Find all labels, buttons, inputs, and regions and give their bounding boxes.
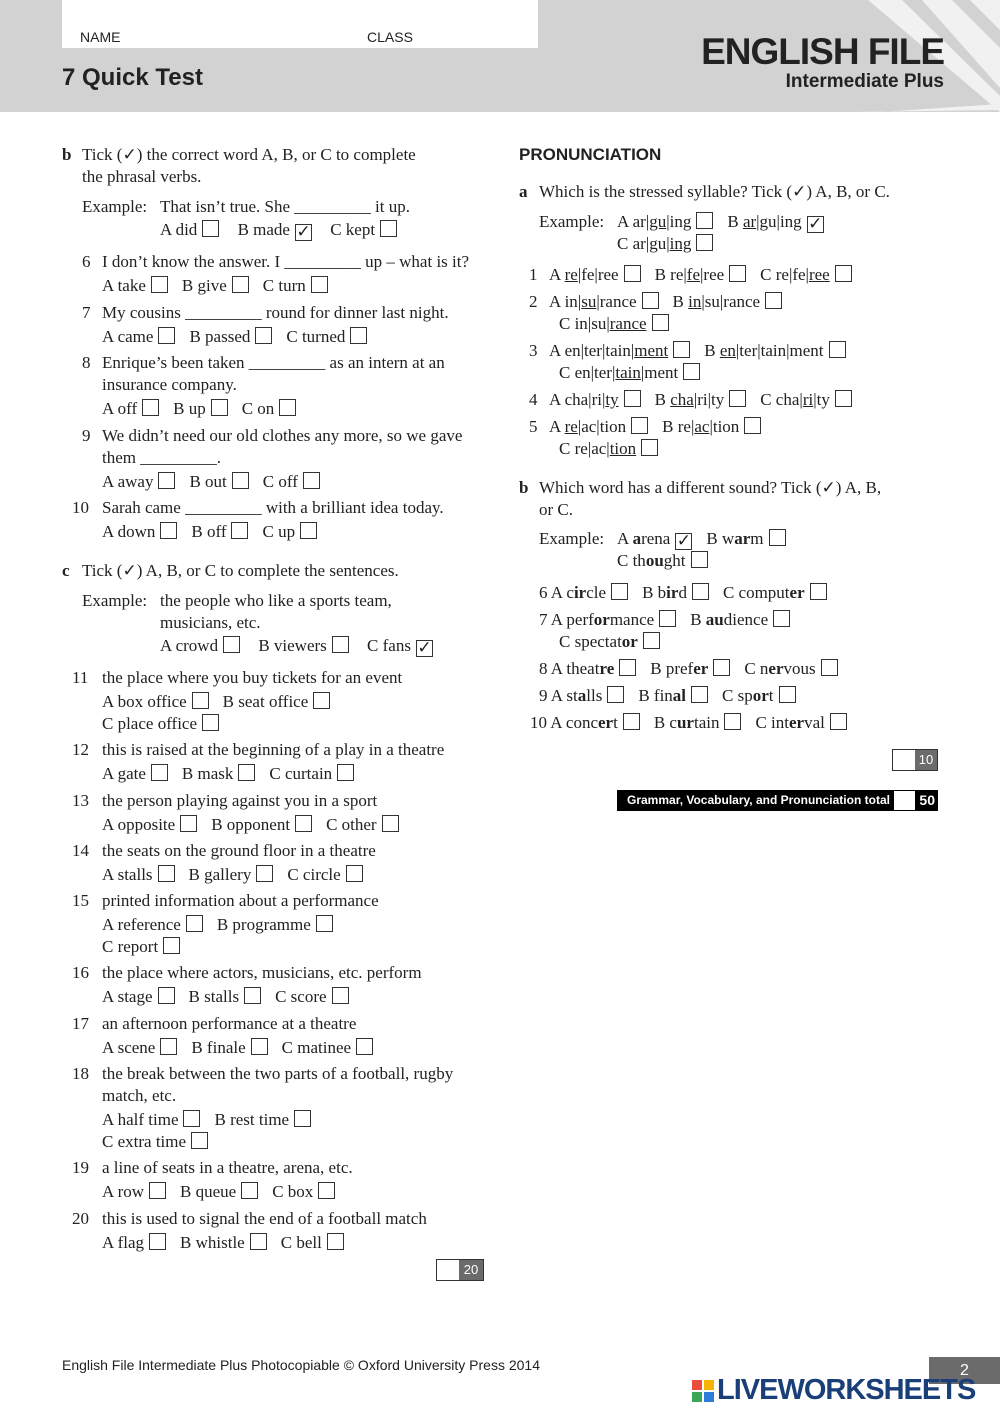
pron-b-instruction: Which word has a different sound? Tick (✓) A, B, <box>539 478 882 497</box>
total-bar <box>617 790 938 811</box>
example-label: Example: <box>539 212 605 231</box>
pron-question-6: 6 A circle B bird C computer <box>539 582 841 604</box>
checkbox[interactable] <box>160 1038 177 1055</box>
question-text-2: match, etc. <box>102 1086 177 1105</box>
question-text: this is raised at the beginning of a play in a theatre <box>102 740 445 759</box>
checkbox[interactable] <box>631 417 648 434</box>
option-label: C up <box>262 522 296 541</box>
pron-example-options: A ar|gu|ing B ar|gu|ing ✓ <box>617 212 823 233</box>
option-label: C box <box>272 1182 314 1201</box>
checkbox[interactable] <box>350 327 367 344</box>
option-label: C on <box>241 399 275 418</box>
options-row <box>102 864 377 886</box>
checkbox[interactable] <box>380 220 397 237</box>
pron-b-example-option-c: C thought <box>617 550 722 572</box>
option-label: B gallery <box>188 865 252 884</box>
options-row <box>102 986 363 1008</box>
class-label: CLASS <box>367 29 413 45</box>
test-title: 7 Quick Test <box>62 64 203 91</box>
checkbox[interactable] <box>202 220 219 237</box>
question-text: the place where actors, musicians, etc. perform <box>102 963 422 982</box>
option-label: A came <box>102 327 154 346</box>
option-label: B passed <box>189 327 251 346</box>
options-row <box>102 713 233 735</box>
checkbox[interactable] <box>624 265 641 282</box>
option-label: B stalls <box>188 987 240 1006</box>
options-row <box>102 914 347 936</box>
pron-b-instruction-2: or C. <box>539 500 573 519</box>
option-label: C curtain <box>269 764 333 783</box>
checkbox[interactable] <box>202 714 219 731</box>
option-label: A down <box>102 522 156 541</box>
pron-question-9: 9 A stalls B final C sport <box>539 685 810 707</box>
option-label: A gate <box>102 764 146 783</box>
question-text: them _________. <box>102 448 221 467</box>
brand-title: ENGLISH FILE <box>701 31 944 72</box>
option-label: B off <box>191 522 227 541</box>
option-label: A take <box>102 276 146 295</box>
pron-question-2: 2 A in|su|rance B in|su|rance <box>539 291 796 313</box>
section-b-instruction-2: the phrasal verbs. <box>82 167 202 186</box>
example-text: the people who like a sports team, <box>160 591 392 610</box>
question-text: We didn’t need our old clothes any more, so we gave <box>102 426 463 445</box>
footer-brand: English File Intermediate Plus <box>62 1357 248 1373</box>
checkbox[interactable] <box>232 472 249 489</box>
checkbox[interactable] <box>192 692 209 709</box>
checkbox[interactable] <box>765 292 782 309</box>
question-text: I don’t know the answer. I _________ up – what is it? <box>102 252 470 271</box>
option-label: C place office <box>102 714 198 733</box>
question-number: 20 <box>72 1209 89 1228</box>
checkbox[interactable] <box>232 276 249 293</box>
score-box-20 <box>436 1259 484 1281</box>
pron-question-7: 7 A performance B audience <box>539 609 804 631</box>
example-label: Example: <box>82 197 148 216</box>
question-number: 16 <box>72 963 89 982</box>
checkbox[interactable] <box>611 583 628 600</box>
question-text: the seats on the ground floor in a theatre <box>102 841 376 860</box>
checkbox[interactable] <box>623 713 640 730</box>
checkbox[interactable] <box>835 390 852 407</box>
option-label: A stage <box>102 987 153 1006</box>
checkbox[interactable] <box>696 212 713 229</box>
option-label: B finale <box>191 1038 246 1057</box>
checkbox[interactable] <box>158 327 175 344</box>
option-label: B queue <box>180 1182 237 1201</box>
checkbox[interactable] <box>186 915 203 932</box>
checkbox[interactable] <box>244 987 261 1004</box>
checkbox[interactable] <box>624 390 641 407</box>
option-label: C turn <box>262 276 306 295</box>
checkbox[interactable] <box>163 937 180 954</box>
question-text: My cousins _________ round for dinner last night. <box>102 303 449 322</box>
checkbox[interactable] <box>151 764 168 781</box>
pron-b-example-options: A arena ✓ B warm <box>617 528 800 550</box>
options-row <box>102 763 368 785</box>
checkbox[interactable] <box>160 522 177 539</box>
checkbox-ticked[interactable]: ✓ <box>808 214 823 233</box>
question-number: 14 <box>72 841 89 860</box>
option-label: C report <box>102 937 159 956</box>
options-row <box>102 936 194 958</box>
option-label: B mask <box>181 764 234 783</box>
question-text: the place where you buy tickets for an event <box>102 668 403 687</box>
checkbox[interactable] <box>830 713 847 730</box>
section-b-instruction: Tick (✓) the correct word A, B, or C to complete <box>82 145 416 164</box>
checkbox[interactable] <box>318 1182 335 1199</box>
checkbox[interactable] <box>183 1110 200 1127</box>
pron-question-3-c: C en|ter|tain|ment <box>559 362 714 384</box>
option-label: B up <box>173 399 206 418</box>
checkbox[interactable] <box>641 439 658 456</box>
checkbox[interactable] <box>729 265 746 282</box>
checkbox-ticked[interactable]: ✓ <box>296 222 311 241</box>
pron-question-8: 8 A theatre B prefer C nervous <box>539 658 852 680</box>
pron-question-4: 4 A cha|ri|ty B cha|ri|ty C cha|ri|ty <box>539 389 866 411</box>
score-max: 20 <box>459 1260 483 1280</box>
option-label: C turned <box>286 327 346 346</box>
checkbox[interactable] <box>279 399 296 416</box>
checkbox[interactable] <box>158 865 175 882</box>
pron-a-instruction: Which is the stressed syllable? Tick (✓) A, B, or C. <box>539 182 890 201</box>
question-number: 19 <box>72 1158 89 1177</box>
option-label: B made <box>237 220 290 239</box>
score-max: 10 <box>915 750 937 770</box>
options-row <box>102 275 342 297</box>
option-label: C bell <box>280 1233 322 1252</box>
question-text: Sarah came _________ with a brilliant idea today. <box>102 498 444 517</box>
example-options <box>160 219 411 241</box>
checkbox[interactable] <box>250 1233 267 1250</box>
question-number: 6 <box>82 252 91 271</box>
pron-question-2-c: C in|su|rance <box>559 313 683 335</box>
option-label: C matinee <box>281 1038 352 1057</box>
question-number: 18 <box>72 1064 89 1083</box>
option-label: B give <box>181 276 227 295</box>
checkbox[interactable] <box>251 1038 268 1055</box>
options-row <box>102 1232 358 1254</box>
page-header <box>0 0 1000 112</box>
checkbox[interactable] <box>724 713 741 730</box>
question-text: Enrique’s been taken _________ as an intern at an <box>102 353 445 372</box>
pron-question-10: 10 A concert B curtain C interval <box>530 712 861 734</box>
footer-rights: Photocopiable © Oxford University Press 2014 <box>247 1357 540 1373</box>
option-label: A half time <box>102 1110 179 1129</box>
option-label: B out <box>189 472 227 491</box>
checkbox[interactable] <box>295 815 312 832</box>
checkbox[interactable] <box>810 583 827 600</box>
option-label: B whistle <box>180 1233 245 1252</box>
section-b-label: b <box>62 145 72 164</box>
checkbox[interactable] <box>643 632 660 649</box>
options-row <box>102 814 413 836</box>
option-label: B viewers <box>258 636 327 655</box>
score-box-10 <box>892 749 938 771</box>
option-label: A crowd <box>160 636 219 655</box>
checkbox[interactable] <box>691 551 708 568</box>
checkbox[interactable] <box>713 659 730 676</box>
score-input[interactable] <box>437 1260 459 1280</box>
example-sentence: That isn’t true. She _________ it up. <box>160 197 410 216</box>
checkbox[interactable] <box>316 915 333 932</box>
total-max: 50 <box>919 792 935 808</box>
brand-logo <box>701 33 944 93</box>
checkbox[interactable] <box>231 522 248 539</box>
checkbox[interactable] <box>142 399 159 416</box>
question-number: 12 <box>72 740 89 759</box>
checkbox[interactable] <box>332 987 349 1004</box>
checkbox[interactable] <box>652 314 669 331</box>
checkbox[interactable] <box>332 636 349 653</box>
checkbox[interactable] <box>313 692 330 709</box>
checkbox[interactable] <box>683 363 700 380</box>
checkbox[interactable] <box>327 1233 344 1250</box>
checkbox[interactable] <box>696 234 713 251</box>
option-label: B rest time <box>214 1110 290 1129</box>
checkbox[interactable] <box>356 1038 373 1055</box>
checkbox[interactable] <box>607 686 624 703</box>
question-text: this is used to signal the end of a football match <box>102 1209 427 1228</box>
checkbox[interactable] <box>300 522 317 539</box>
option-label: C kept <box>330 220 376 239</box>
total-score-input[interactable] <box>894 791 915 810</box>
liveworksheets-icon <box>692 1380 714 1402</box>
options-row <box>102 326 381 348</box>
checkbox[interactable] <box>642 292 659 309</box>
option-label: A row <box>102 1182 145 1201</box>
checkbox[interactable] <box>294 1110 311 1127</box>
total-label: Grammar, Vocabulary, and Pronunciation total <box>627 793 890 807</box>
question-text: an afternoon performance at a theatre <box>102 1014 357 1033</box>
option-label: C off <box>262 472 298 491</box>
option-label: C circle <box>287 865 341 884</box>
checkbox[interactable] <box>692 583 709 600</box>
options-row <box>102 398 310 420</box>
pron-question-3: 3 A en|ter|tain|ment B en|ter|tain|ment <box>539 340 860 362</box>
question-number: 9 <box>82 426 91 445</box>
example-label: Example: <box>539 529 605 548</box>
example-text-2: musicians, etc. <box>160 613 261 632</box>
name-class-box <box>62 0 538 48</box>
liveworksheets-logo <box>692 1374 975 1407</box>
option-label: A opposite <box>102 815 176 834</box>
page-number: 2 <box>929 1357 1000 1384</box>
checkbox[interactable] <box>779 686 796 703</box>
checkbox[interactable] <box>337 764 354 781</box>
options-row <box>102 1037 387 1059</box>
pron-question-1: 1 A re|fe|ree B re|fe|ree C re|fe|ree <box>539 264 866 286</box>
checkbox[interactable] <box>256 865 273 882</box>
question-number: 10 <box>72 498 89 517</box>
pron-question-5: 5 A re|ac|tion B re|ac|tion <box>539 416 775 438</box>
question-text: a line of seats in a theatre, arena, etc. <box>102 1158 353 1177</box>
checkbox[interactable] <box>149 1233 166 1250</box>
option-label: C fans <box>367 636 411 655</box>
options-row <box>102 1131 222 1153</box>
option-label: C score <box>275 987 327 1006</box>
checkbox[interactable] <box>211 399 228 416</box>
question-text: insurance company. <box>102 375 237 394</box>
checkbox[interactable] <box>773 610 790 627</box>
question-text: the person playing against you in a sport <box>102 791 378 810</box>
pron-example-option-c: C ar|gu|ing <box>617 233 727 255</box>
score-input[interactable] <box>893 750 915 770</box>
question-text: the break between the two parts of a football, rugby <box>102 1064 454 1083</box>
checkbox[interactable] <box>835 265 852 282</box>
checkbox[interactable] <box>241 1182 258 1199</box>
checkbox[interactable] <box>619 659 636 676</box>
checkbox-ticked[interactable]: ✓ <box>417 638 432 657</box>
option-label: A off <box>102 399 138 418</box>
pronunciation-heading: PRONUNCIATION <box>519 145 662 164</box>
liveworksheets-text: LIVEWORKSHEETS <box>717 1374 976 1406</box>
option-label: A away <box>102 472 154 491</box>
pron-b-label: b <box>519 478 529 497</box>
option-label: A box office <box>102 692 187 711</box>
checkbox[interactable] <box>191 1132 208 1149</box>
options-row <box>102 521 331 543</box>
checkbox[interactable] <box>346 865 363 882</box>
checkbox[interactable] <box>673 341 690 358</box>
checkbox[interactable] <box>255 327 272 344</box>
example-label: Example: <box>82 591 148 610</box>
checkbox[interactable] <box>303 472 320 489</box>
option-label: A stalls <box>102 865 153 884</box>
options-row <box>102 1181 349 1203</box>
options-row <box>102 1109 325 1131</box>
question-number: 8 <box>82 353 91 372</box>
pron-question-5-c: C re|ac|tion <box>559 438 672 460</box>
option-label: C extra time <box>102 1132 187 1151</box>
checkbox[interactable] <box>151 276 168 293</box>
checkbox[interactable] <box>744 417 761 434</box>
checkbox[interactable] <box>238 764 255 781</box>
question-number: 13 <box>72 791 89 810</box>
question-text: printed information about a performance <box>102 891 379 910</box>
checkbox[interactable] <box>829 341 846 358</box>
section-c-instruction: Tick (✓) A, B, or C to complete the sentences. <box>82 561 399 580</box>
option-label: A scene <box>102 1038 156 1057</box>
checkbox[interactable] <box>180 815 197 832</box>
checkbox[interactable] <box>382 815 399 832</box>
option-label: C other <box>326 815 377 834</box>
checkbox[interactable] <box>691 686 708 703</box>
question-number: 17 <box>72 1014 89 1033</box>
question-number: 11 <box>72 668 89 687</box>
checkbox[interactable] <box>821 659 838 676</box>
checkbox[interactable] <box>223 636 240 653</box>
option-label: A reference <box>102 915 181 934</box>
example-options <box>160 635 447 657</box>
option-label: A flag <box>102 1233 145 1252</box>
pron-a-label: a <box>519 182 528 201</box>
checkbox[interactable] <box>311 276 328 293</box>
question-number: 7 <box>82 303 91 322</box>
option-label: A did <box>160 220 198 239</box>
question-number: 15 <box>72 891 89 910</box>
section-c-label: c <box>62 561 70 580</box>
option-label: B seat office <box>222 692 309 711</box>
footer-copyright <box>62 1357 540 1373</box>
checkbox[interactable] <box>729 390 746 407</box>
brand-subtitle: Intermediate Plus <box>785 71 944 92</box>
checkbox[interactable] <box>158 987 175 1004</box>
option-label: B programme <box>216 915 311 934</box>
option-label: B opponent <box>211 815 291 834</box>
checkbox[interactable] <box>158 472 175 489</box>
name-label: NAME <box>80 29 121 45</box>
checkbox-ticked[interactable]: ✓ <box>676 531 691 550</box>
checkbox[interactable] <box>769 529 786 546</box>
options-row <box>102 691 344 713</box>
pron-question-7-c: C spectator <box>559 631 674 653</box>
checkbox[interactable] <box>149 1182 166 1199</box>
options-row <box>102 471 334 493</box>
checkbox[interactable] <box>659 610 676 627</box>
